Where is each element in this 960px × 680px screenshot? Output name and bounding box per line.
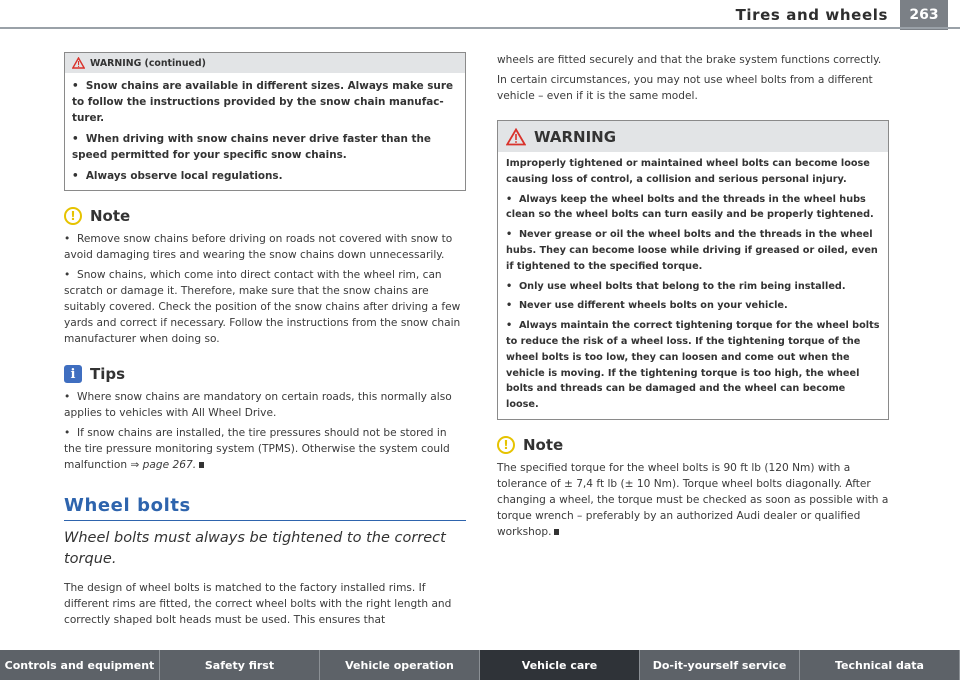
header-divider bbox=[0, 27, 960, 29]
footer-tab-diy-service[interactable]: Do-it-yourself service bbox=[640, 650, 800, 680]
note-title: Note bbox=[90, 207, 131, 225]
warning-item: • When driving with snow chains never drive faster than the speed permitted for your specific snow chains. bbox=[72, 133, 431, 161]
left-column bbox=[64, 52, 466, 632]
warning-continued-box bbox=[64, 52, 466, 191]
right-column bbox=[497, 52, 889, 544]
warning-item: • Never grease or oil the wheel bolts and the threads in the wheel hubs. They can become loose while driving if greased or oiled, even if tightened to the specified torque. bbox=[506, 229, 878, 272]
note-item: • Snow chains, which come into direct contact with the wheel rim, can scratch or damage it. Therefore, make sure that the snow chains are suitably covered. Check the position of the snow chains after driving a few yards and correct if necessary. Follow the instructions from the snow chain manufacturer when doing so. bbox=[64, 269, 461, 345]
tips-item: • If snow chains are installed, the tire pressures should not be stored in the tire pressure monitoring system (TPMS). Otherwise the system could malfunction ⇒ page 267. bbox=[64, 427, 450, 471]
tips-title: Tips bbox=[90, 365, 126, 383]
footer-tab-controls[interactable]: Controls and equipment bbox=[0, 650, 160, 680]
footer-tab-operation[interactable]: Vehicle operation bbox=[320, 650, 480, 680]
warning-item: • Always keep the wheel bolts and the threads in the wheel hubs clean so the wheel bolts can turn easily and be properly tightened. bbox=[506, 193, 874, 221]
page-header bbox=[0, 0, 960, 28]
intro-paragraph: wheels are fitted securely and that the brake system functions correctly. bbox=[497, 54, 882, 66]
page-number: 263 bbox=[900, 0, 948, 30]
note-heading bbox=[64, 207, 466, 225]
note-exclamation-icon: ! bbox=[64, 207, 82, 225]
warning-item: • Never use different wheels bolts on your vehicle. bbox=[506, 300, 788, 312]
section-title: Wheel bolts bbox=[64, 495, 466, 521]
section-body: The design of wheel bolts is matched to the factory installed rims. If different rims are fitted, the correct wheel bolts with the right length and correctly shaped bolt heads must be used. This ensures that bbox=[64, 582, 452, 626]
warning-box bbox=[497, 120, 889, 420]
warning-triangle-icon bbox=[72, 57, 85, 69]
warning-item: • Snow chains are available in different sizes. Always make sure to follow the instructions provided by the snow chain manufacturer. bbox=[72, 80, 453, 124]
note-item: • Remove snow chains before driving on roads not covered with snow to avoid damaging tires and wearing the snow chains down unnecessarily. bbox=[64, 233, 453, 261]
warning-item: • Always maintain the correct tightening torque for the wheel bolts to reduce the risk of a wheel loss. If the tightening torque of the wheel bolts is too low, they can loosen and come out when the vehicle is moving. If the tightening torque is too high, the wheel bolts and threads can be damaged and the wheel can become loose. bbox=[506, 320, 880, 411]
warning-continued-title: WARNING (continued) bbox=[90, 57, 206, 69]
chapter-title: Tires and wheels bbox=[735, 6, 888, 24]
info-icon: i bbox=[64, 365, 82, 383]
note-title: Note bbox=[523, 435, 564, 454]
footer-tab-safety[interactable]: Safety first bbox=[160, 650, 320, 680]
intro-paragraph: In certain circumstances, you may not use wheel bolts from a different vehicle – even if it is the same model. bbox=[497, 74, 873, 102]
end-mark-icon bbox=[554, 529, 559, 535]
footer-tab-technical-data[interactable]: Technical data bbox=[800, 650, 960, 680]
warning-item: • Always observe local regulations. bbox=[72, 170, 283, 182]
warning-item: • Only use wheel bolts that belong to the rim being installed. bbox=[506, 280, 846, 292]
footer-nav bbox=[0, 650, 960, 680]
section-lead: Wheel bolts must always be tightened to the correct torque. bbox=[64, 530, 446, 567]
warning-title: WARNING bbox=[534, 128, 617, 146]
note-exclamation-icon: ! bbox=[497, 436, 515, 454]
page-reference-link[interactable]: ⇒ page 267. bbox=[130, 459, 197, 471]
tips-item: • Where snow chains are mandatory on certain roads, this normally also applies to vehicles with All Wheel Drive. bbox=[64, 391, 452, 419]
warning-header bbox=[498, 121, 888, 152]
warning-lead: Improperly tightened or maintained wheel bolts can become loose causing loss of control, a collision and serious personal injury. bbox=[506, 158, 870, 185]
note-body: The specified torque for the wheel bolts is 90 ft lb (120 Nm) with a tolerance of ± 7,4 ft lb (± 10 Nm). Torque wheel bolts diagonally. After changing a wheel, the torque must be checked as soon as possible with a torque wrench – preferably by an authorized Audi dealer or qualified workshop. bbox=[497, 461, 889, 538]
end-mark-icon bbox=[199, 462, 204, 468]
footer-tab-vehicle-care[interactable]: Vehicle care bbox=[480, 650, 640, 680]
note-heading bbox=[497, 436, 889, 454]
warning-triangle-icon bbox=[506, 128, 526, 146]
tips-heading bbox=[64, 365, 466, 383]
warning-continued-header bbox=[65, 53, 465, 73]
